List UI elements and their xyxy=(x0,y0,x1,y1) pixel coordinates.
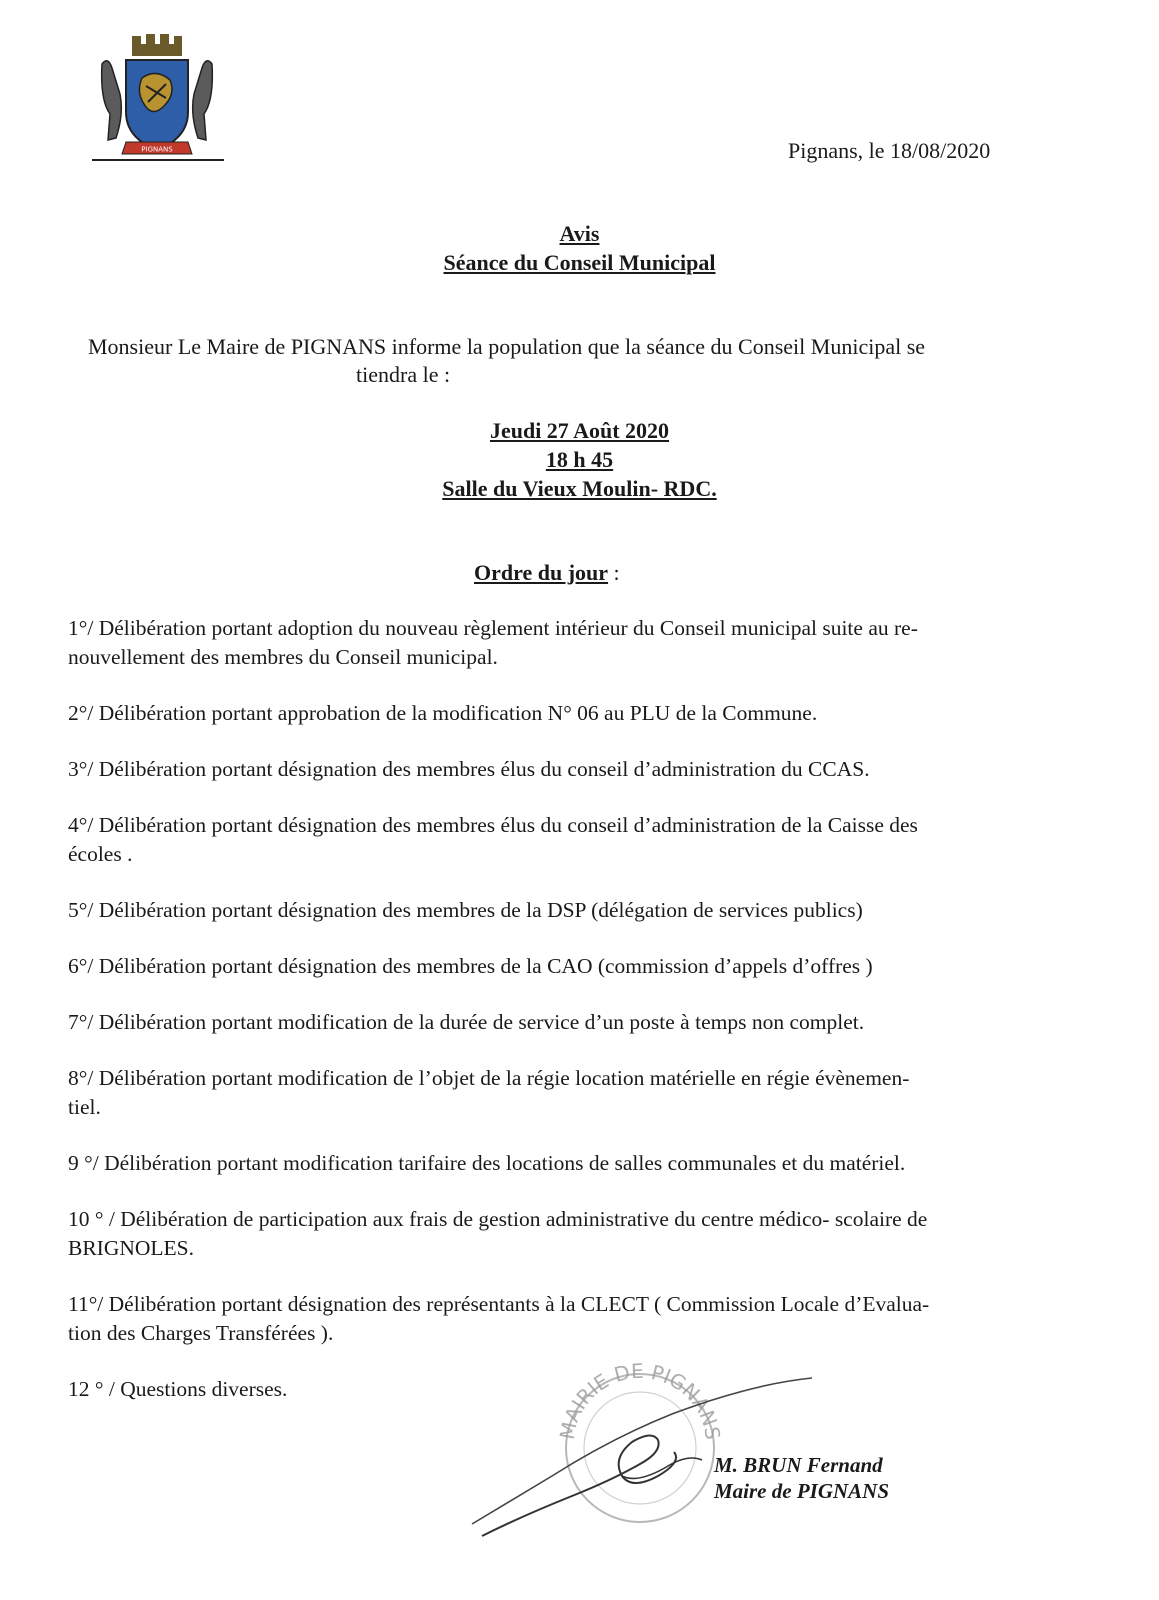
agenda-heading-suffix: : xyxy=(608,560,620,585)
agenda-item-line: tiel. xyxy=(68,1095,101,1119)
agenda-item-line: 9 °/ Délibération portant modification tarifaire des locations de salles communales et du matériel. xyxy=(68,1151,906,1175)
agenda-item-line: 7°/ Délibération portant modification de la durée de service d’un poste à temps non complet. xyxy=(68,1010,865,1034)
mayor-stamp-signature xyxy=(462,1356,822,1546)
agenda-item xyxy=(68,1290,1058,1348)
agenda-item xyxy=(68,952,1058,981)
notice-title: Avis xyxy=(559,221,600,246)
agenda-item-line: écoles . xyxy=(68,842,133,866)
notice-subtitle: Séance du Conseil Municipal xyxy=(443,250,716,275)
agenda-item xyxy=(68,755,1058,784)
signatory-name: M. BRUN Fernand xyxy=(714,1453,883,1477)
meeting-date: Jeudi 27 Août 2020 xyxy=(489,418,670,443)
agenda-item xyxy=(68,1149,1058,1178)
agenda-heading xyxy=(474,560,620,586)
agenda-item-line: 6°/ Délibération portant désignation des membres de la CAO (commission d’appels d’offres ) xyxy=(68,954,873,978)
agenda-item xyxy=(68,699,1058,728)
agenda-item-line: 10 ° / Délibération de participation aux frais de gestion administrative du centre médico- scolaire de xyxy=(68,1207,928,1231)
place-date: Pignans, le 18/08/2020 xyxy=(788,138,991,163)
meeting-place: Salle du Vieux Moulin- RDC. xyxy=(442,476,717,501)
agenda-item xyxy=(68,1205,1058,1263)
meeting-time: 18 h 45 xyxy=(545,447,614,472)
agenda-item xyxy=(68,1008,1058,1037)
crest-ribbon-text: PIGNANS xyxy=(141,145,173,154)
agenda-item xyxy=(68,1064,1058,1122)
agenda-item-line: 5°/ Délibération portant désignation des membres de la DSP (délégation de services publics) xyxy=(68,898,863,922)
intro-line-2: tiendra le : xyxy=(356,362,451,387)
agenda-item-line: 11°/ Délibération portant désignation des représentants à la CLECT ( Commission Locale d’Evalua- xyxy=(68,1292,930,1316)
town-crest-logo xyxy=(86,34,228,166)
agenda-heading-label: Ordre du jour xyxy=(474,560,609,585)
agenda-item-line: 3°/ Délibération portant désignation des membres élus du conseil d’administration du CCAS. xyxy=(68,757,870,781)
intro-line-1: Monsieur Le Maire de PIGNANS informe la population que la séance du Conseil Municipal se xyxy=(88,334,926,359)
agenda-item-line: nouvellement des membres du Conseil municipal. xyxy=(68,645,498,669)
agenda-item-line: tion des Charges Transférées ). xyxy=(68,1321,334,1345)
agenda-item-line: 12 ° / Questions diverses. xyxy=(68,1377,288,1401)
signatory-title: Maire de PIGNANS xyxy=(714,1479,890,1503)
agenda-item xyxy=(68,614,1058,672)
agenda-item xyxy=(68,896,1058,925)
agenda-item-line: 1°/ Délibération portant adoption du nouveau règlement intérieur du Conseil municipal suite au re- xyxy=(68,616,918,640)
agenda-item-line: 2°/ Délibération portant approbation de la modification N° 06 au PLU de la Commune. xyxy=(68,701,818,725)
agenda-item-line: 8°/ Délibération portant modification de l’objet de la régie location matérielle en régie évènemen- xyxy=(68,1066,910,1090)
signature-block xyxy=(714,1452,889,1504)
agenda-item xyxy=(68,811,1058,869)
agenda-item-line: 4°/ Délibération portant désignation des membres élus du conseil d’administration de la Caisse des xyxy=(68,813,918,837)
svg-text:MAIRIE DE PIGNANS: MAIRIE DE PIGNANS xyxy=(554,1358,725,1442)
agenda-item-line: BRIGNOLES. xyxy=(68,1236,195,1260)
